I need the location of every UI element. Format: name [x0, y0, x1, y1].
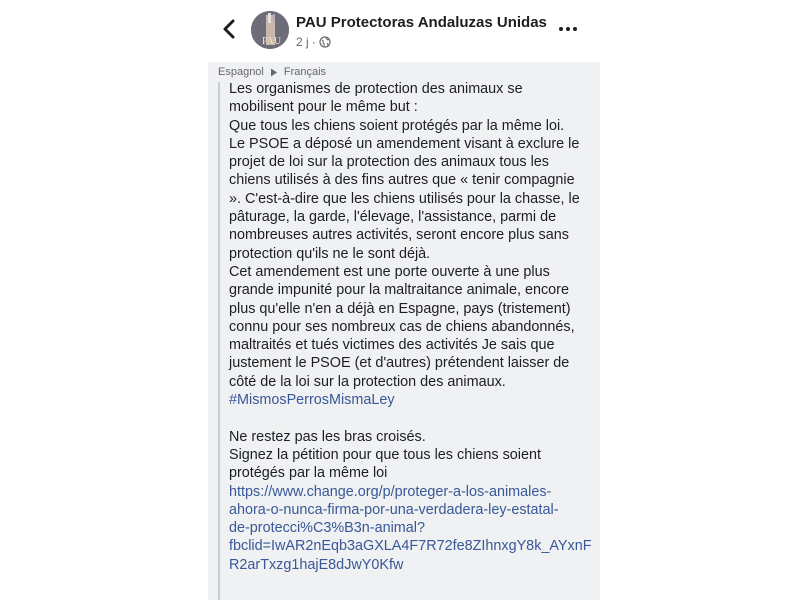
body-line: Ne restez pas les bras croisés.	[229, 428, 426, 445]
petition-link-line[interactable]: de-protecci%C3%B3n-animal?	[229, 520, 425, 537]
avatar-image	[251, 11, 289, 49]
body-line: protection qu'ils ne le sont déjà.	[229, 245, 431, 262]
page-avatar[interactable]	[251, 11, 289, 49]
play-triangle-icon	[270, 68, 278, 77]
post-header	[208, 0, 600, 62]
body-line: plus qu'elle n'en a déjà en Espagne, pays (tristement)	[229, 300, 571, 317]
body-line: justement le PSOE (et d'autres) prétendent laisser de	[229, 355, 570, 372]
post-body	[229, 80, 591, 574]
body-line: mobilisent pour le même but :	[229, 99, 418, 116]
more-options-button[interactable]	[558, 22, 578, 36]
paragraph-gap	[229, 409, 591, 427]
petition-link-line[interactable]: ahora-o-nunca-firma-por-una-verdadera-ley-estatal-	[229, 501, 559, 518]
back-button[interactable]	[218, 14, 242, 44]
svg-text:PAU: PAU	[262, 36, 282, 47]
post-time[interactable]: 2 j	[296, 35, 309, 49]
body-line: chiens utilisés à des fins autres que « tenir compagnie	[229, 172, 575, 189]
petition-link-line[interactable]: https://www.change.org/p/proteger-a-los-animales-	[229, 483, 552, 500]
page-name[interactable]: PAU Protectoras Andaluzas Unidas	[296, 14, 547, 31]
body-line: ». C'est-à-dire que les chiens utilisés pour la chasse, le	[229, 190, 580, 207]
petition-link-line[interactable]: fbclid=IwAR2nEqb3aGXLA4F7R72fe8ZIhnxgY8k_AYxnF	[229, 538, 592, 555]
globe-icon	[319, 36, 331, 48]
body-line: Signez la pétition pour que tous les chiens soient	[229, 446, 541, 463]
chevron-left-icon	[218, 14, 242, 44]
body-line: connu pour ses nombreux cas de chiens abandonnés,	[229, 318, 575, 335]
body-line: Que tous les chiens soient protégés par la même loi.	[229, 117, 565, 134]
body-line: maltraités et tués victimes des activités Je sais que	[229, 337, 555, 354]
body-line: Cet amendement est une porte ouverte à une plus	[229, 263, 550, 280]
post-meta	[296, 35, 331, 49]
body-line: projet de loi sur la protection des animaux tous les	[229, 154, 549, 171]
body-line: nombreuses autres activités, seront encore plus sans	[229, 227, 569, 244]
body-line: protégés par la même loi	[229, 465, 388, 482]
body-line: côté de la loi sur la protection des animaux.	[229, 373, 506, 390]
translation-bar	[218, 66, 326, 78]
facebook-post	[208, 0, 600, 600]
body-line: Les organismes de protection des animaux se	[229, 81, 523, 97]
translation-quote-line	[218, 82, 220, 600]
more-dots-icon	[558, 22, 578, 36]
target-language[interactable]: Français	[283, 66, 327, 78]
body-line: grande impunité pour la maltraitance animale, encore	[229, 282, 569, 299]
petition-link-line[interactable]: R2arTxzg1hajE8dJwY0Kfw	[229, 556, 404, 573]
source-language[interactable]: Espagnol	[218, 66, 264, 78]
hashtag-link[interactable]: #MismosPerrosMismaLey	[229, 392, 395, 409]
meta-separator: ·	[311, 35, 316, 49]
body-line: Le PSOE a déposé un amendement visant à exclure le	[229, 135, 580, 152]
body-line: pâturage, la garde, l'élevage, l'assistance, parmi de	[229, 209, 557, 226]
